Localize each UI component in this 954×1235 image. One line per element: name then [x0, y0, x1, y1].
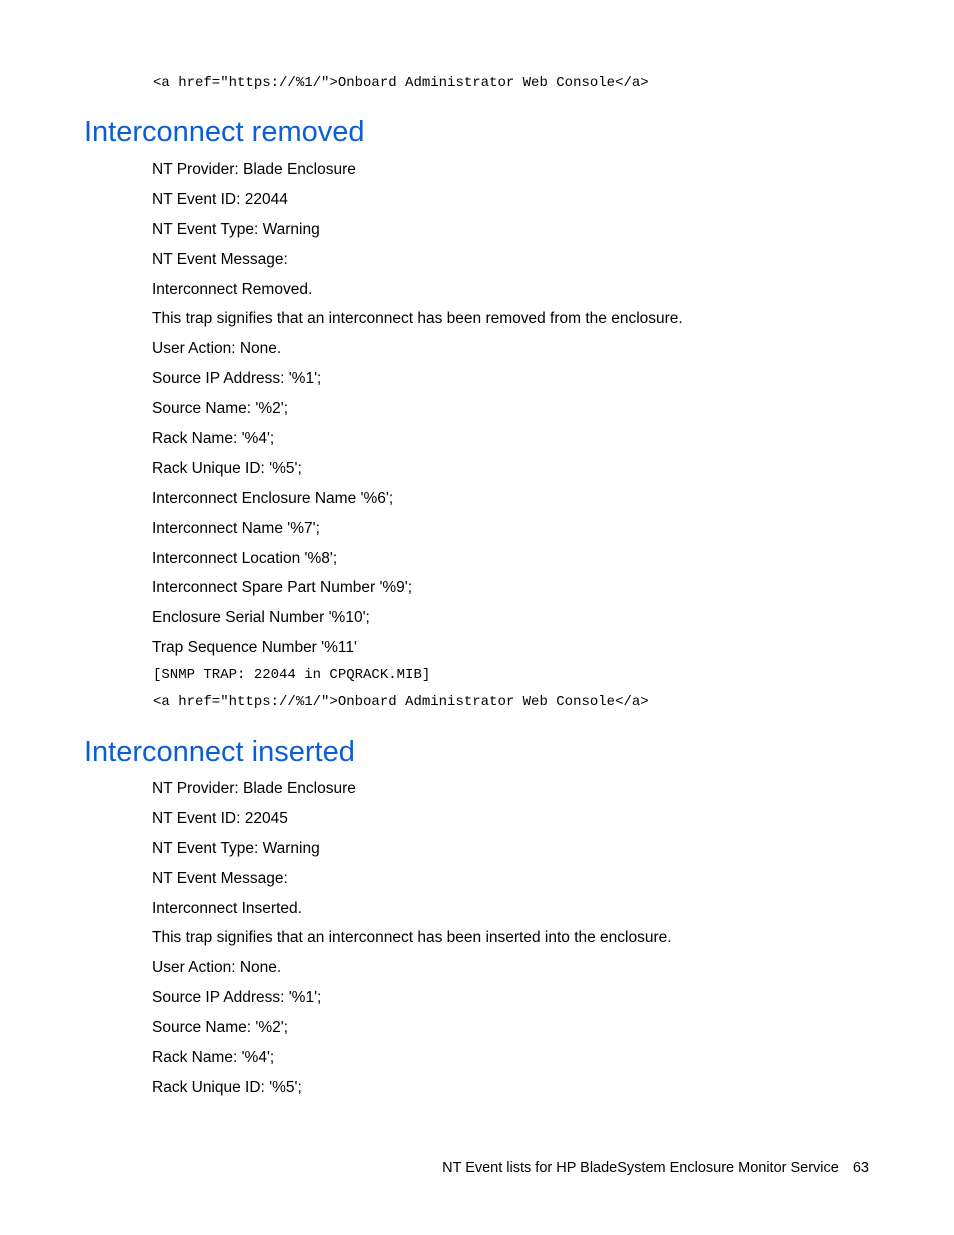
top-code-line: <a href="https://%1/">Onboard Administrator Web Console</a> [153, 75, 649, 91]
section-heading-interconnect-removed: Interconnect removed [84, 116, 365, 148]
section1-line: NT Event Type: Warning [152, 220, 320, 238]
section1-console-link-code: <a href="https://%1/">Onboard Administrator Web Console</a> [153, 694, 649, 710]
section1-line: Rack Name: '%4'; [152, 430, 275, 448]
section1-line: Interconnect Enclosure Name '%6'; [152, 489, 394, 507]
section2-line: This trap signifies that an interconnect has been inserted into the enclosure. [152, 929, 672, 947]
footer-title: NT Event lists for HP BladeSystem Enclosure Monitor Service [442, 1160, 839, 1176]
section1-line: NT Event Message: [152, 250, 288, 268]
section2-line: NT Event Message: [152, 869, 288, 887]
page-footer [442, 1158, 869, 1178]
section2-line: NT Event Type: Warning [152, 839, 320, 857]
section1-line: NT Provider: Blade Enclosure [152, 161, 356, 178]
section2-lines [152, 779, 672, 1108]
section2-line: NT Provider: Blade Enclosure [152, 780, 356, 797]
section1-line: Trap Sequence Number '%11' [152, 639, 357, 657]
section2-line: User Action: None. [152, 959, 282, 977]
section1-line: Source IP Address: '%1'; [152, 370, 322, 388]
section1-line: Enclosure Serial Number '%10'; [152, 609, 370, 627]
section1-lines [152, 160, 683, 668]
section1-line: Rack Unique ID: '%5'; [152, 459, 302, 477]
section2-line: Interconnect Inserted. [152, 899, 302, 917]
section1-line: Source Name: '%2'; [152, 400, 289, 418]
section1-line: NT Event ID: 22044 [152, 190, 288, 208]
section1-line: User Action: None. [152, 340, 282, 358]
section1-line: Interconnect Name '%7'; [152, 519, 320, 537]
section1-line: Interconnect Location '%8'; [152, 549, 338, 567]
section1-line: Interconnect Removed. [152, 280, 313, 298]
page-number: 63 [852, 1160, 869, 1176]
section2-line: Rack Unique ID: '%5'; [152, 1078, 302, 1096]
section1-line: Interconnect Spare Part Number '%9'; [152, 579, 413, 597]
section2-line: Rack Name: '%4'; [152, 1049, 275, 1067]
section2-line: Source Name: '%2'; [152, 1019, 289, 1037]
section1-snmp-trap-code: [SNMP TRAP: 22044 in CPQRACK.MIB] [153, 667, 431, 683]
section2-line: NT Event ID: 22045 [152, 809, 288, 827]
section2-line: Source IP Address: '%1'; [152, 989, 322, 1007]
section-heading-interconnect-inserted: Interconnect inserted [84, 736, 355, 768]
section1-line: This trap signifies that an interconnect has been removed from the enclosure. [152, 310, 683, 328]
